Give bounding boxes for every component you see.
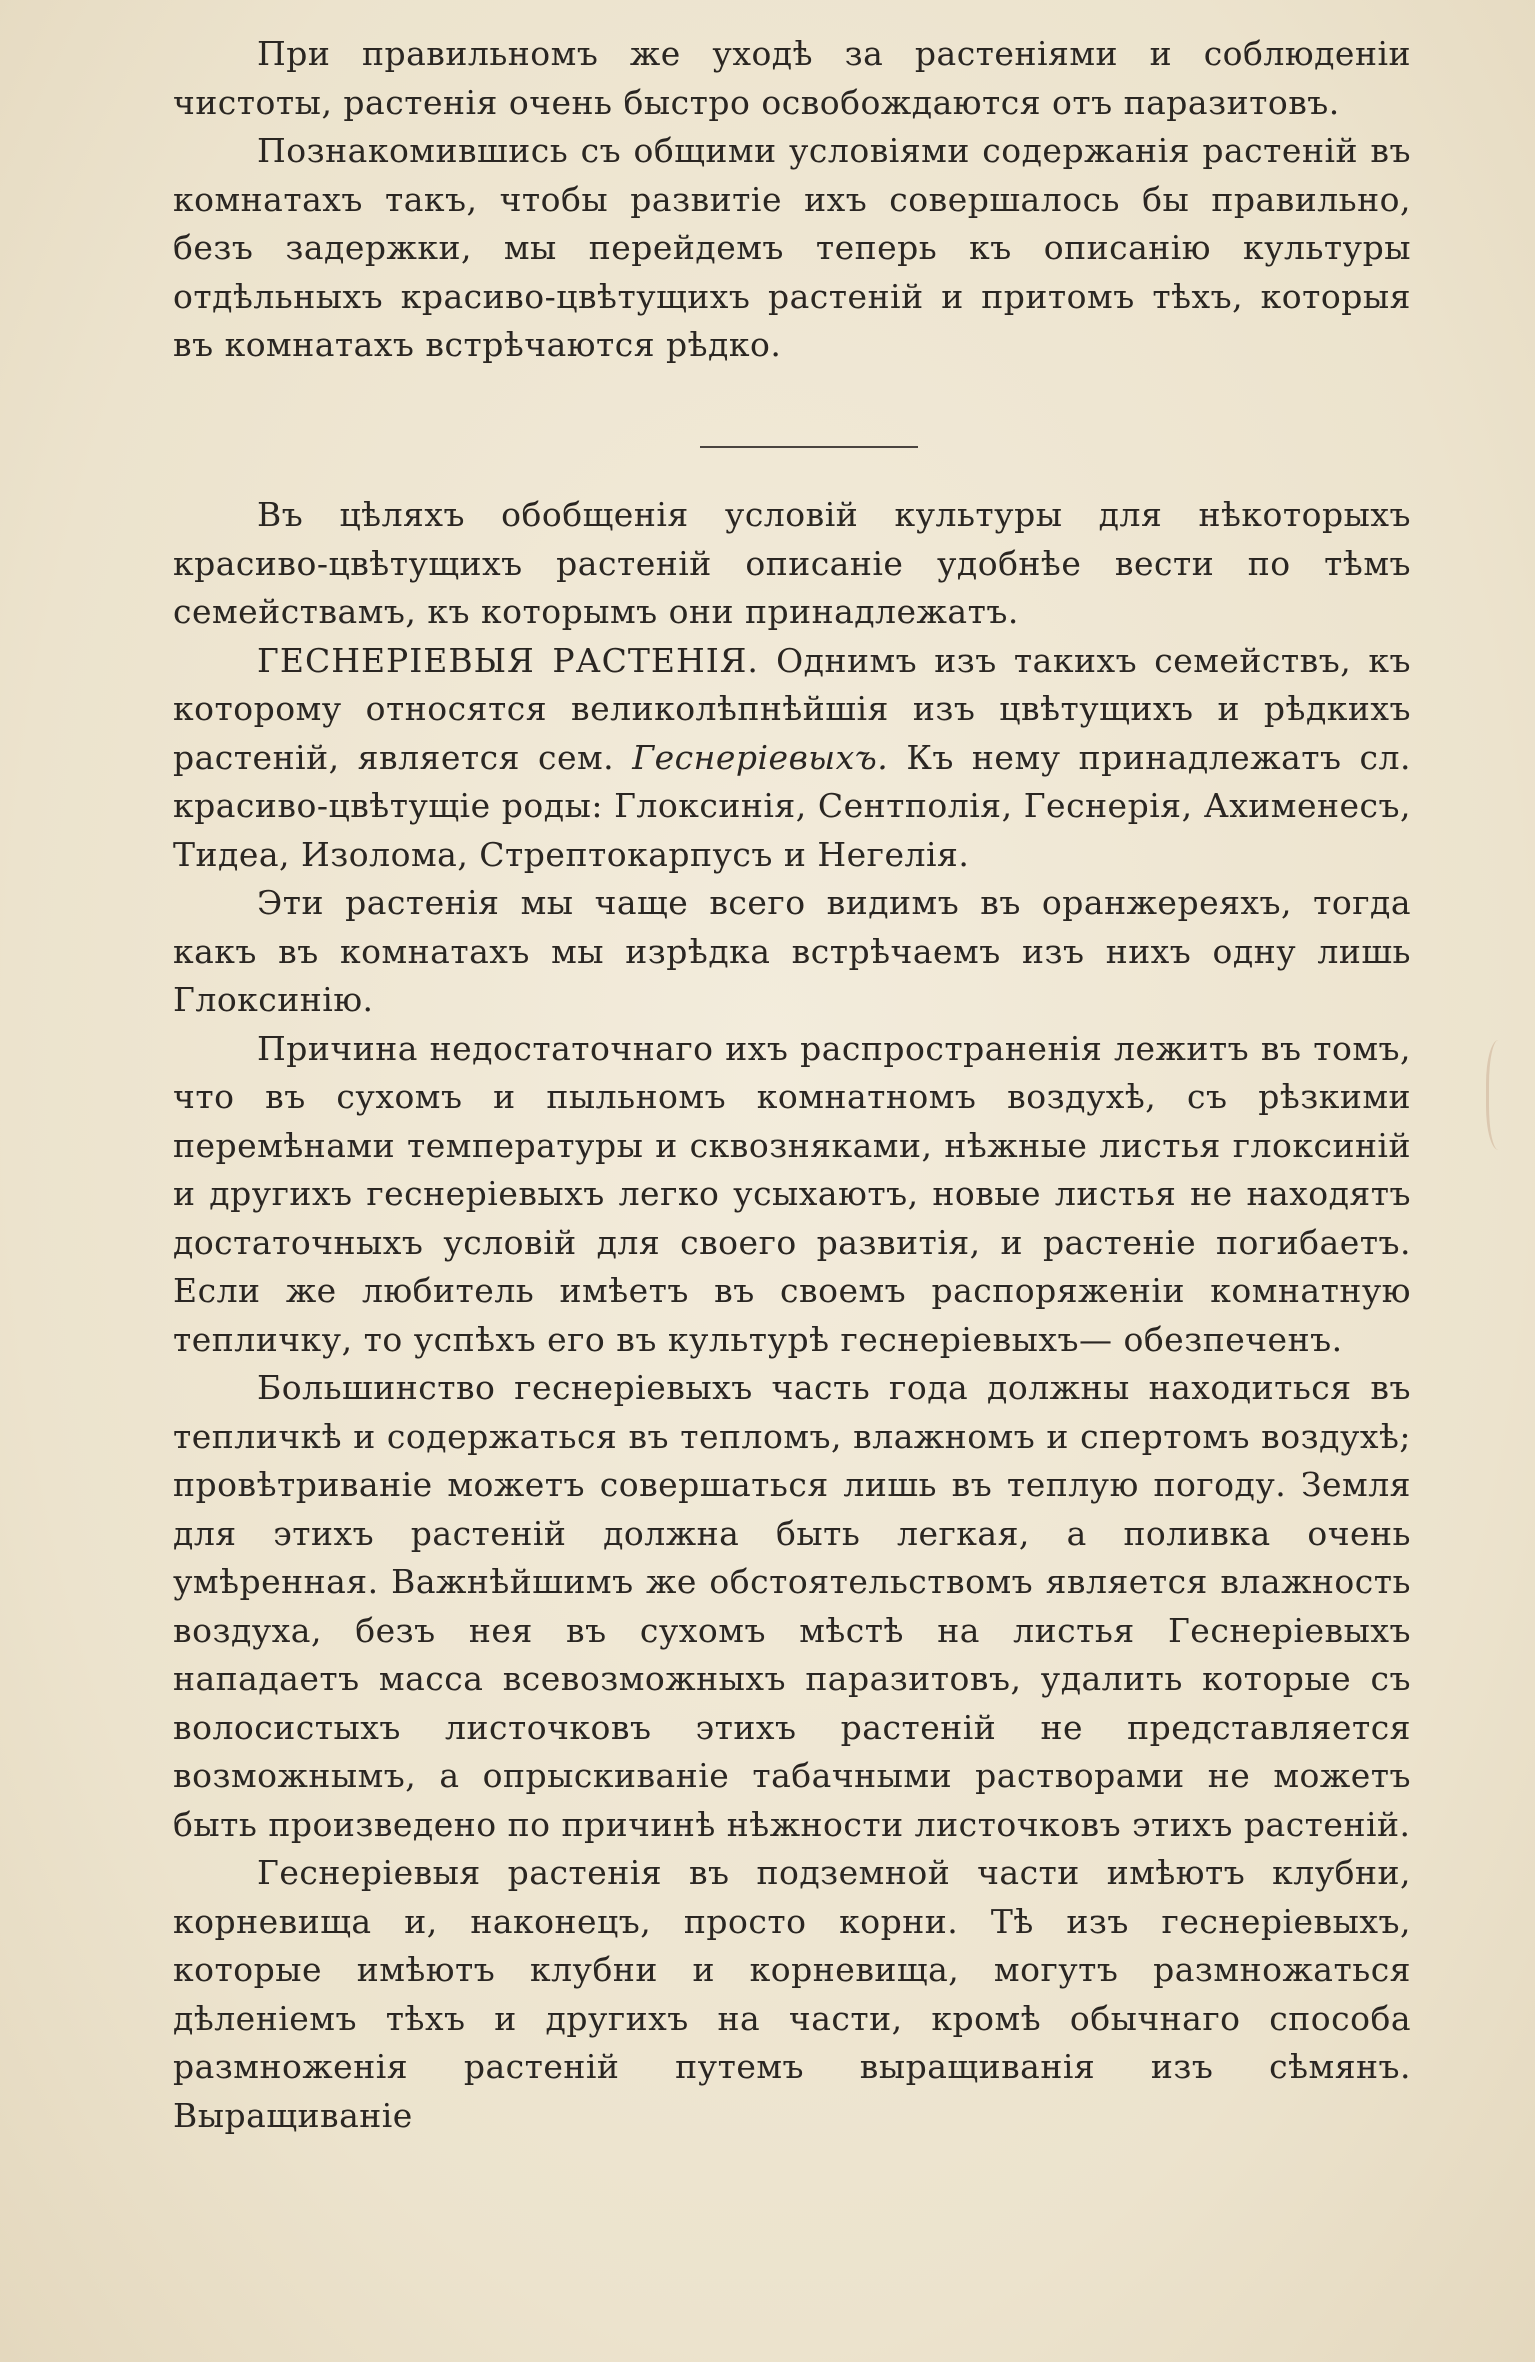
section-heading-gesneriad: ГЕСНЕРІЕВЫЯ РАСТЕНІЯ. — [257, 640, 759, 680]
paragraph-intro: Въ цѣляхъ обобщенія условій культуры для нѣкоторыхъ красиво-цвѣтущихъ растеній описаніе удобнѣе вести по тѣмъ семействамъ, къ которымъ они принадлежатъ. — [173, 495, 1411, 631]
paragraph-greenhouses: Эти растенія мы чаще всего видимъ въ оранжереяхъ, тогда какъ въ комнатахъ мы изрѣдка встрѣчаемъ изъ нихъ одну лишь Глоксинію. — [173, 883, 1411, 1019]
paragraph-parasites: При правильномъ же уходѣ за растеніями и соблюденіи чистоты, растенія очень быстро освобождаются отъ паразитовъ. — [173, 34, 1411, 122]
paragraph-transition: Познакомившись съ общими условіями содержанія растеній въ комнатахъ такъ, чтобы развитіе ихъ совершалось бы правильно, безъ задержки, мы перейдемъ теперь къ описанію культуры отдѣльныхъ красиво-цвѣтущихъ растеній и притомъ тѣхъ, которыя въ комнатахъ встрѣчаются рѣдко. — [173, 131, 1411, 364]
gesneriad-text-part-2: Къ нему принадлежатъ сл. красиво-цвѣтущіе роды: Глоксинія, Сентполія, Геснерія, Ахименесъ, Тидеа, Изолома, Стрептокарпусъ и Негелія. — [173, 737, 1411, 874]
paragraph-propagation: Геснеріевыя растенія въ подземной части имѣютъ клубни, корневища и, наконецъ, просто корни. Тѣ изъ геснеріевыхъ, которые имѣютъ клубни и корневища, могутъ размножаться дѣленіемъ тѣхъ и другихъ на части, кромѣ обычнаго способа размноженія растеній путемъ выращиванія изъ сѣмянъ. Выращиваніе — [173, 1853, 1411, 2135]
gesneriad-family-name: Геснеріевыхъ. — [632, 737, 889, 777]
margin-stain — [1486, 1040, 1517, 1150]
top-text-block — [173, 30, 1411, 370]
paragraph-reason: Причина недостаточнаго ихъ распространенія лежитъ въ томъ, что въ сухомъ и пыльномъ комнатномъ воздухѣ, съ рѣзкими перемѣнами температуры и сквозняками, нѣжные листья глоксиній и другихъ геснеріевыхъ легко усыхаютъ, новые листья не находятъ достаточныхъ условій для своего развитія, и растеніе погибаетъ. Если же любитель имѣетъ въ своемъ распоряженіи комнатную тепличку, то успѣхъ его въ культурѣ геснеріевыхъ— обезпеченъ. — [173, 1028, 1411, 1359]
section-divider — [700, 446, 918, 448]
paragraph-gesneriad-family — [173, 637, 1411, 880]
gesneriad-text-part-1: Однимъ изъ такихъ семействъ, къ которому относятся великолѣпнѣйшія изъ цвѣтущихъ и рѣдкихъ растеній, является сем. — [173, 640, 1412, 777]
main-text-block — [173, 491, 1411, 2140]
paragraph-care: Большинство геснеріевыхъ часть года должны находиться въ тепличкѣ и содержаться въ тепломъ, влажномъ и спертомъ воздухѣ; провѣтриваніе можетъ совершаться лишь въ теплую погоду. Земля для этихъ растеній должна быть легкая, а поливка очень умѣренная. Важнѣйшимъ же обстоятельствомъ является влажность воздуха, безъ нея въ сухомъ мѣстѣ на листья Геснеріевыхъ нападаетъ масса всевозможныхъ паразитовъ, удалить которые съ волосистыхъ листочковъ этихъ растеній не представляется возможнымъ, а опрыскиваніе табачными растворами не можетъ быть произведено по причинѣ нѣжности листочковъ этихъ растеній. — [173, 1368, 1411, 1844]
